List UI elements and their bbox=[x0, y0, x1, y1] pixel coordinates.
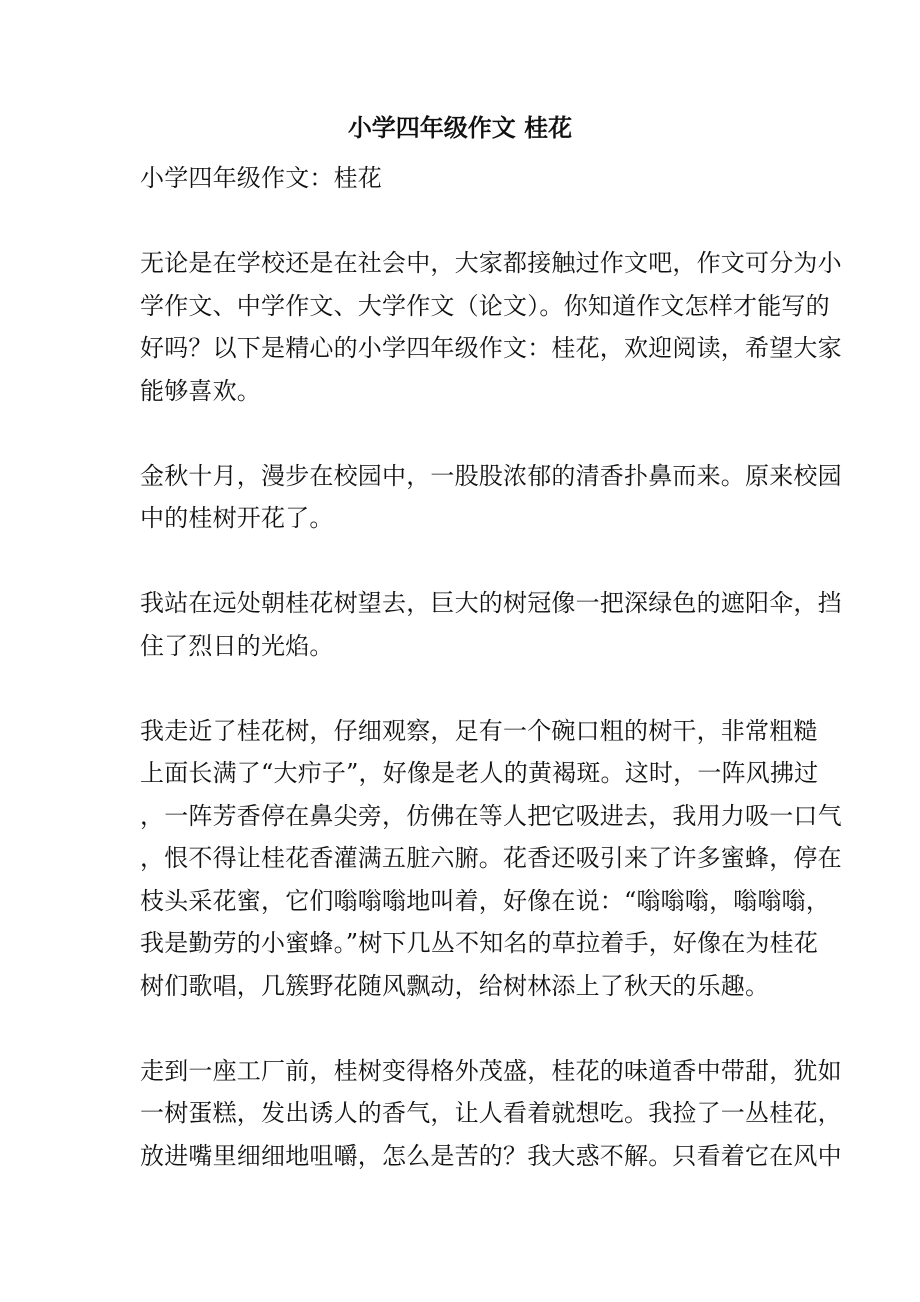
paragraph-line: 住了烈日的光焰。 bbox=[140, 631, 334, 660]
paragraph-spacer bbox=[140, 540, 800, 583]
paragraph-line: 我站在远处朝桂花树望去，巨大的树冠像一把深绿色的遮阳伞，挡 bbox=[140, 589, 842, 617]
paragraph-line: 一树蛋糕，发出诱人的香气，让人看着就想吃。我捡了一丛桂花， bbox=[140, 1099, 842, 1127]
paragraph-line: 好吗？以下是精心的小学四年级作文：桂花，欢迎阅读，希望大家 bbox=[140, 334, 842, 362]
paragraph-spacer bbox=[140, 412, 800, 455]
paragraph-line: 我走近了桂花树，仔细观察，足有一个碗口粗的树干，非常粗糙 bbox=[140, 716, 818, 745]
paragraph-line: 能够喜欢。 bbox=[140, 376, 261, 405]
paragraph-line: 无论是在学校还是在社会中，大家都接触过作文吧，作文可分为小 bbox=[140, 249, 842, 277]
paragraph-line: ，一阵芳香停在鼻尖旁，仿佛在等人把它吸进去，我用力吸一口气 bbox=[140, 801, 842, 830]
paragraph-line: 学作文、中学作文、大学作文（论文）。你知道作文怎样才能写的 bbox=[140, 291, 830, 320]
paragraph bbox=[140, 242, 842, 412]
paragraph-line: 我是勤劳的小蜜蜂。”树下几丛不知名的草拉着手，好像在为桂花 bbox=[140, 929, 819, 957]
paragraph-line: 走到一座工厂前，桂树变得格外茂盛，桂花的味道香中带甜，犹如 bbox=[140, 1056, 842, 1085]
paragraph-spacer bbox=[140, 1007, 800, 1050]
paragraph-spacer bbox=[140, 200, 800, 243]
paragraph bbox=[140, 455, 842, 540]
paragraph-line: 枝头采花蜜，它们嗡嗡嗡地叫着，好像在说：“嗡嗡嗡，嗡嗡嗡， bbox=[140, 886, 831, 915]
paragraph bbox=[140, 582, 842, 667]
paragraph-line: 金秋十月，漫步在校园中，一股股浓郁的清香扑鼻而来。原来校园 bbox=[140, 461, 842, 490]
paragraph-spacer bbox=[140, 667, 800, 710]
paragraph-line: ，恨不得让桂花香灌满五脏六腑。花香还吸引来了许多蜜蜂，停在 bbox=[140, 844, 842, 872]
document-title: 小学四年级作文 桂花 bbox=[347, 113, 573, 142]
paragraph bbox=[140, 710, 842, 1008]
paragraph-line: 放进嘴里细细地咀嚼，怎么是苦的？我大惑不解。只看着它在风中 bbox=[140, 1141, 842, 1170]
paragraph-line: 上面长满了“大疖子”，好像是老人的黄褐斑。这时，一阵风拂过 bbox=[140, 759, 819, 787]
document-body bbox=[140, 157, 842, 1177]
paragraph-line: 树们歌唱，几簇野花随风飘动，给树林添上了秋天的乐趣。 bbox=[140, 971, 770, 1000]
paragraph bbox=[140, 1050, 842, 1178]
document-subtitle: 小学四年级作文：桂花 bbox=[140, 164, 382, 192]
paragraph-line: 中的桂树开花了。 bbox=[140, 504, 334, 532]
